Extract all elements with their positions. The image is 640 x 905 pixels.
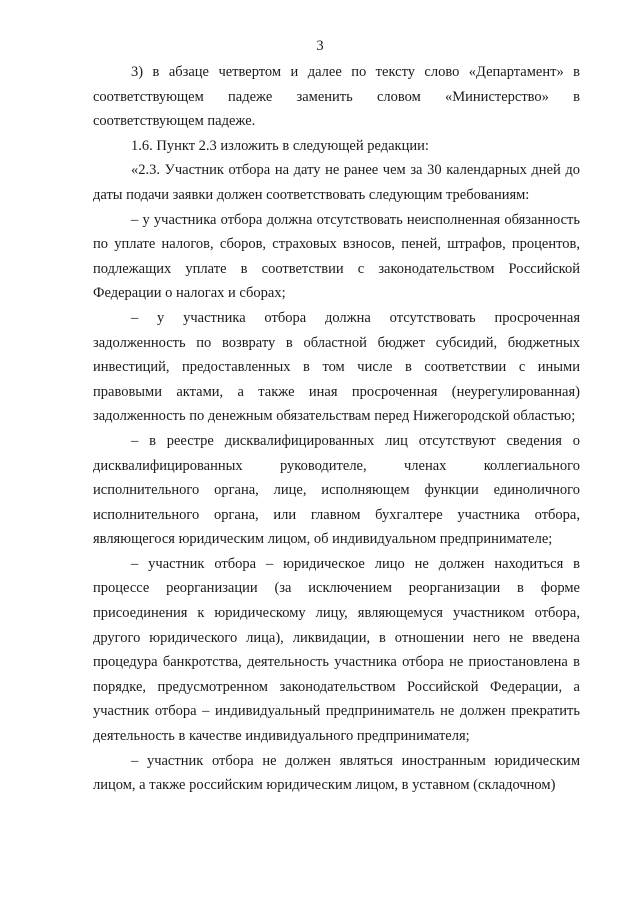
paragraph-requirement-taxes: – у участника отбора должна отсутствовать неисполненная обязанность по уплате налогов, сборов, страховых взносов, пеней, штрафов, процентов, подлежащих уплате в соответствии с законодательством Российской Федерации о налогах и сборах; [93,211,580,302]
paragraph-requirement-foreign-entity: – участник отбора не должен являться иностранным юридическим лицом, а также российским юридическим лицом, в уставном (складочном) [93,752,580,794]
paragraph-clause-2-3: «2.3. Участник отбора на дату не ранее чем за 30 календарных дней до даты подачи заявки должен соответствовать следующим требованиям: [93,162,580,203]
paragraph-requirement-reorganization: – участник отбора – юридическое лицо не должен находиться в процессе реорганизации (за исключением реорганизации в форме присоединения к юридическому лицу, являющемуся участником отбора, другого юридического лица), ликвидации, в отношении него не введена процедура банкротства, деятельность участника отбора не приостановлена в порядке, предусмотренном законодательством Российской Федерации, а участник отбора – индивидуальный предприниматель не должен прекратить деятельность в качестве индивидуального предпринимателя; [93,555,580,745]
page-number: 3 [316,38,324,54]
paragraph-amendment-3: 3) в абзаце четвертом и далее по тексту слово «Департамент» в соответствующем падеже заменить словом «Министерство» в соответствующем падеже. [93,64,580,130]
paragraph-item-1-6: 1.6. Пункт 2.3 изложить в следующей редакции: [131,137,429,154]
paragraph-requirement-disqualified: – в реестре дисквалифицированных лиц отсутствуют сведения о дисквалифицированных руководителе, членах коллегиального исполнительного органа, лице, исполняющем функции единоличного исполнительного органа, или главном бухгалтере участника отбора, являющегося юридическим лицом, об индивидуальном предпринимателе; [93,432,580,548]
document-body [93,60,580,798]
paragraph-requirement-debt: – у участника отбора должна отсутствовать просроченная задолженность по возврату в областной бюджет субсидий, бюджетных инвестиций, предоставленных в том числе в соответствии с иными правовыми актами, а также иная просроченная (неурегулированная) задолженность по денежным обязательствам перед Нижегородской областью; [93,309,580,425]
